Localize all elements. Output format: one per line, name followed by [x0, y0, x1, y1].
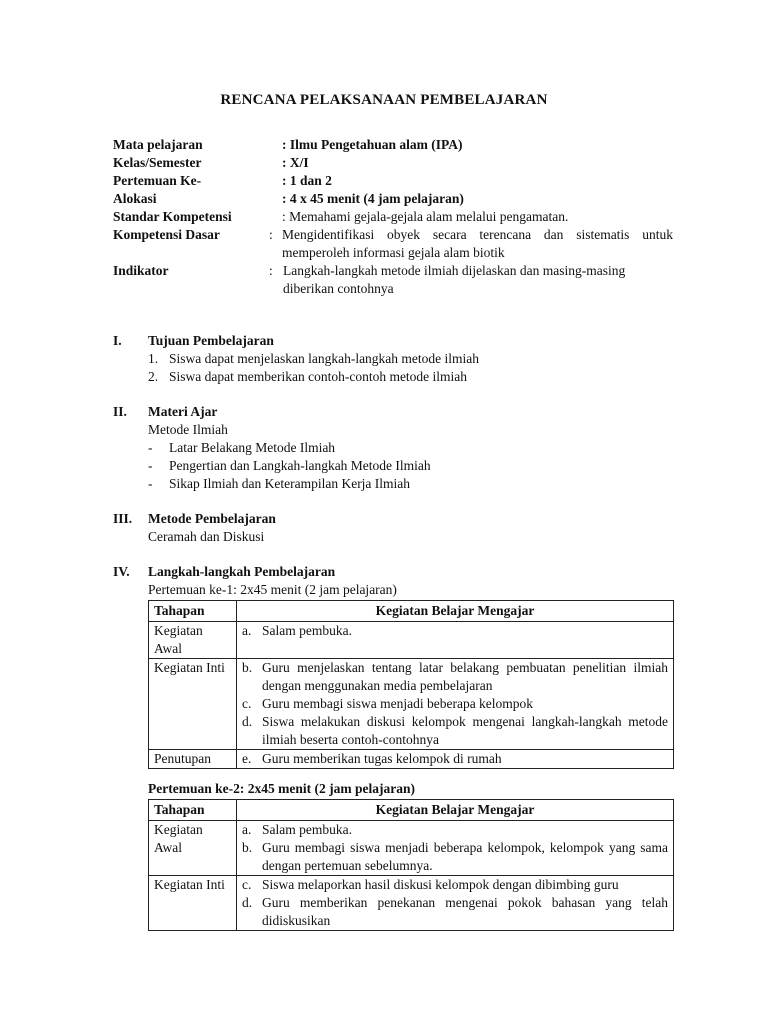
table-row [149, 750, 674, 769]
list-text: Siswa dapat menjelaskan langkah-langkah metode ilmiah [169, 351, 480, 366]
activity-cell [237, 659, 674, 750]
meta-row-subject [113, 136, 673, 154]
document-title: RENCANA PELAKSANAAN PEMBELAJARAN [220, 92, 548, 108]
activity-item [242, 821, 668, 839]
meeting-2-table [148, 799, 674, 931]
activity-item [242, 659, 668, 695]
meta-row-meeting [113, 172, 673, 190]
meta-value: : 1 dan 2 [282, 173, 332, 188]
activity-item [242, 695, 668, 713]
activity-marker: b. [242, 840, 253, 855]
section-title: Materi Ajar [148, 404, 218, 419]
activity-text: Guru memberikan tugas kelompok di rumah [262, 751, 502, 766]
activity-cell [237, 750, 674, 769]
method-text: Ceramah dan Diskusi [148, 529, 265, 544]
activity-marker: e. [242, 751, 252, 766]
meta-value: Langkah-langkah metode ilmiah dijelaskan dan masing-masing diberikan contohnya [283, 263, 626, 296]
list-marker: 2. [148, 369, 159, 384]
meta-value: Mengidentifikasi obyek secara terencana dan sistematis untuk memperoleh informasi gejala alam biotik [282, 227, 673, 260]
table-row [149, 659, 674, 750]
stage-cell: Penutupan [149, 750, 237, 769]
list-text: Sikap Ilmiah dan Keterampilan Kerja Ilmiah [169, 476, 411, 491]
section-title: Tujuan Pembelajaran [148, 333, 274, 348]
meta-value: : 4 x 45 menit (4 jam pelajaran) [282, 191, 464, 206]
list-item [148, 475, 673, 493]
section-number: I. [113, 333, 122, 348]
meta-colon: : [269, 227, 273, 242]
meta-label: Kelas/Semester [113, 155, 202, 170]
list-text: Pengertian dan Langkah-langkah Metode Ilmiah [169, 458, 431, 473]
activity-marker: d. [242, 714, 253, 729]
activity-text: Guru membagi siswa menjadi beberapa kelompok [262, 696, 534, 711]
activity-marker: a. [242, 623, 252, 638]
list-item [148, 368, 673, 386]
meta-row-allocation [113, 190, 673, 208]
identity-block [113, 136, 673, 298]
stage-cell: Kegiatan Inti [149, 659, 237, 750]
table-header-row [149, 601, 674, 622]
section-method [113, 510, 673, 546]
section-objectives [113, 332, 673, 386]
activity-marker: d. [242, 895, 253, 910]
activity-text: Siswa melakukan diskusi kelompok mengenai langkah-langkah metode ilmiah beserta contoh-contohnya [262, 714, 668, 747]
activity-marker: a. [242, 822, 252, 837]
section-material [113, 403, 673, 493]
activity-text: Salam pembuka. [262, 822, 352, 837]
list-item [148, 350, 673, 368]
meta-value: : Memahami gejala-gejala alam melalui pengamatan. [282, 209, 569, 224]
list-text: Latar Belakang Metode Ilmiah [169, 440, 336, 455]
section-meeting-2 [113, 780, 673, 931]
activity-text: Siswa melaporkan hasil diskusi kelompok dengan dibimbing guru [262, 877, 619, 892]
table-header-row [149, 800, 674, 821]
list-marker: 1. [148, 351, 159, 366]
list-marker: - [148, 476, 153, 491]
activity-text: Guru membagi siswa menjadi beberapa kelompok, kelompok yang sama dengan pertemuan sebelumnya. [262, 840, 668, 873]
meta-label: Kompetensi Dasar [113, 227, 220, 242]
list-item [148, 439, 673, 457]
table-row [149, 622, 674, 659]
header-stage: Tahapan [149, 601, 237, 622]
header-stage: Tahapan [149, 800, 237, 821]
activity-item [242, 713, 668, 749]
meta-row-basic-competency [113, 226, 673, 262]
activity-marker: b. [242, 660, 253, 675]
activity-cell [237, 622, 674, 659]
table-row [149, 876, 674, 931]
meeting-1-title: Pertemuan ke-1: 2x45 menit (2 jam pelajaran) [148, 582, 397, 597]
header-activity: Kegiatan Belajar Mengajar [237, 800, 674, 821]
meeting-1-table [148, 600, 674, 769]
meeting-2-title: Pertemuan ke-2: 2x45 menit (2 jam pelajaran) [148, 781, 415, 796]
meta-label: Pertemuan Ke- [113, 173, 202, 188]
activity-text: Guru menjelaskan tentang latar belakang pembuatan penelitian ilmiah dengan menggunakan media pembelajaran [262, 660, 668, 693]
section-title: Langkah-langkah Pembelajaran [148, 564, 336, 579]
section-number: III. [113, 511, 133, 526]
meta-value: : X/I [282, 155, 309, 170]
activity-text: Salam pembuka. [262, 623, 352, 638]
section-steps [113, 563, 673, 769]
activity-item [242, 876, 668, 894]
meta-row-indicator [113, 262, 673, 298]
activity-item [242, 839, 668, 875]
section-title: Metode Pembelajaran [148, 511, 276, 526]
meta-label: Indikator [113, 263, 169, 278]
stage-cell: Kegiatan Awal [149, 622, 237, 659]
section-number: II. [113, 404, 127, 419]
activity-item [242, 750, 668, 768]
meta-row-competency-standard [113, 208, 673, 226]
list-marker: - [148, 458, 153, 473]
section-number: IV. [113, 564, 130, 579]
stage-cell: Kegiatan Inti [149, 876, 237, 931]
activity-marker: c. [242, 877, 252, 892]
meta-label: Mata pelajaran [113, 137, 203, 152]
activity-cell [237, 821, 674, 876]
meta-colon: : [269, 263, 273, 278]
activity-cell [237, 876, 674, 931]
list-marker: - [148, 440, 153, 455]
material-intro: Metode Ilmiah [148, 422, 228, 437]
meta-label: Alokasi [113, 191, 157, 206]
meta-row-class [113, 154, 673, 172]
meta-label: Standar Kompetensi [113, 209, 232, 224]
list-item [148, 457, 673, 475]
activity-marker: c. [242, 696, 252, 711]
meta-value: : Ilmu Pengetahuan alam (IPA) [282, 137, 463, 152]
activity-item [242, 894, 668, 930]
activity-item [242, 622, 668, 640]
list-text: Siswa dapat memberikan contoh-contoh metode ilmiah [169, 369, 468, 384]
stage-cell: Kegiatan Awal [149, 821, 237, 876]
table-row [149, 821, 674, 876]
header-activity: Kegiatan Belajar Mengajar [237, 601, 674, 622]
activity-text: Guru memberikan penekanan mengenai pokok bahasan yang telah didiskusikan [262, 895, 668, 928]
